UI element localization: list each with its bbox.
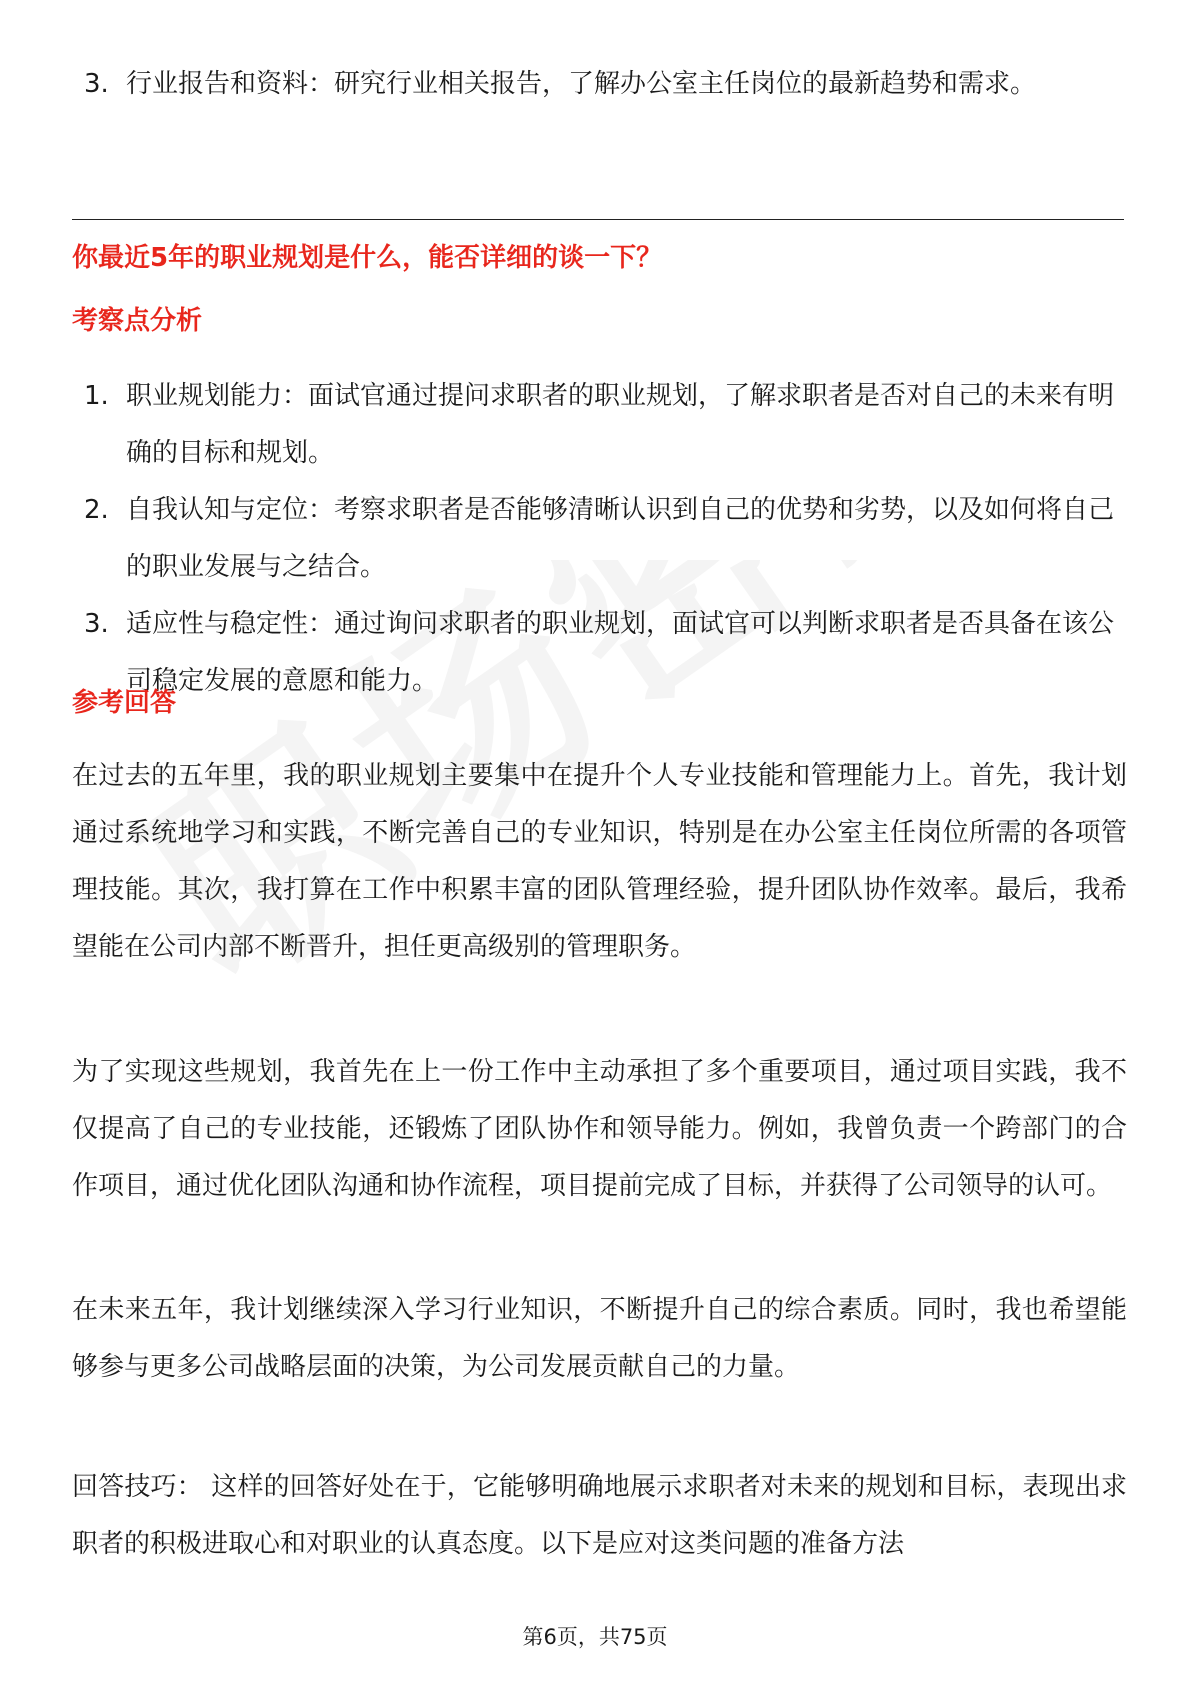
list-item (72, 56, 1122, 113)
analysis-list (72, 368, 1122, 710)
answer-paragraph: 在未来五年，我计划继续深入学习行业知识，不断提升自己的综合素质。同时，我也希望能够参与更多公司战略层面的决策，为公司发展贡献自己的力量。 (72, 1295, 1127, 1382)
list-item (72, 368, 1122, 482)
answer-heading: 参考回答 (72, 688, 177, 718)
analysis-heading: 考察点分析 (72, 306, 203, 336)
previous-list (72, 56, 1122, 113)
list-item-text: 行业报告和资料：研究行业相关报告，了解办公室主任岗位的最新趋势和需求。 (126, 69, 1037, 99)
list-item-text: 自我认知与定位：考察求职者是否能够清晰认识到自己的优势和劣势，以及如何将自己的职业发展与之结合。 (126, 495, 1115, 582)
list-item-text: 职业规划能力：面试官通过提问求职者的职业规划，了解求职者是否对自己的未来有明确的目标和规划。 (126, 381, 1115, 468)
section-divider (72, 219, 1124, 220)
page-number: 第6页，共75页 (522, 1625, 668, 1649)
list-item-text: 适应性与稳定性：通过询问求职者的职业规划，面试官可以判断求职者是否具备在该公司稳定发展的意愿和能力。 (126, 609, 1115, 696)
list-item (72, 482, 1122, 596)
list-item-number: 3. (84, 609, 109, 639)
list-item-number: 1. (84, 381, 109, 411)
list-item-number: 2. (84, 495, 109, 525)
answer-tips-paragraph: 回答技巧： 这样的回答好处在于，它能够明确地展示求职者对未来的规划和目标，表现出求职者的积极进取心和对职业的认真态度。以下是应对这类问题的准备方法 (72, 1472, 1127, 1559)
question-title: 你最近5年的职业规划是什么，能否详细的谈一下？ (72, 243, 663, 273)
answer-paragraph: 在过去的五年里，我的职业规划主要集中在提升个人专业技能和管理能力上。首先，我计划通过系统地学习和实践，不断完善自己的专业知识，特别是在办公室主任岗位所需的各项管理技能。其次，我打算在工作中积累丰富的团队管理经验，提升团队协作效率。最后，我希望能在公司内部不断晋升，担任更高级别的管理职务。 (72, 761, 1127, 962)
list-item (72, 596, 1122, 710)
list-item-number: 3. (84, 69, 109, 99)
answer-paragraph: 为了实现这些规划，我首先在上一份工作中主动承担了多个重要项目，通过项目实践，我不仅提高了自己的专业技能，还锻炼了团队协作和领导能力。例如，我曾负责一个跨部门的合作项目，通过优化团队沟通和协作流程，项目提前完成了目标，并获得了公司领导的认可。 (72, 1057, 1127, 1201)
